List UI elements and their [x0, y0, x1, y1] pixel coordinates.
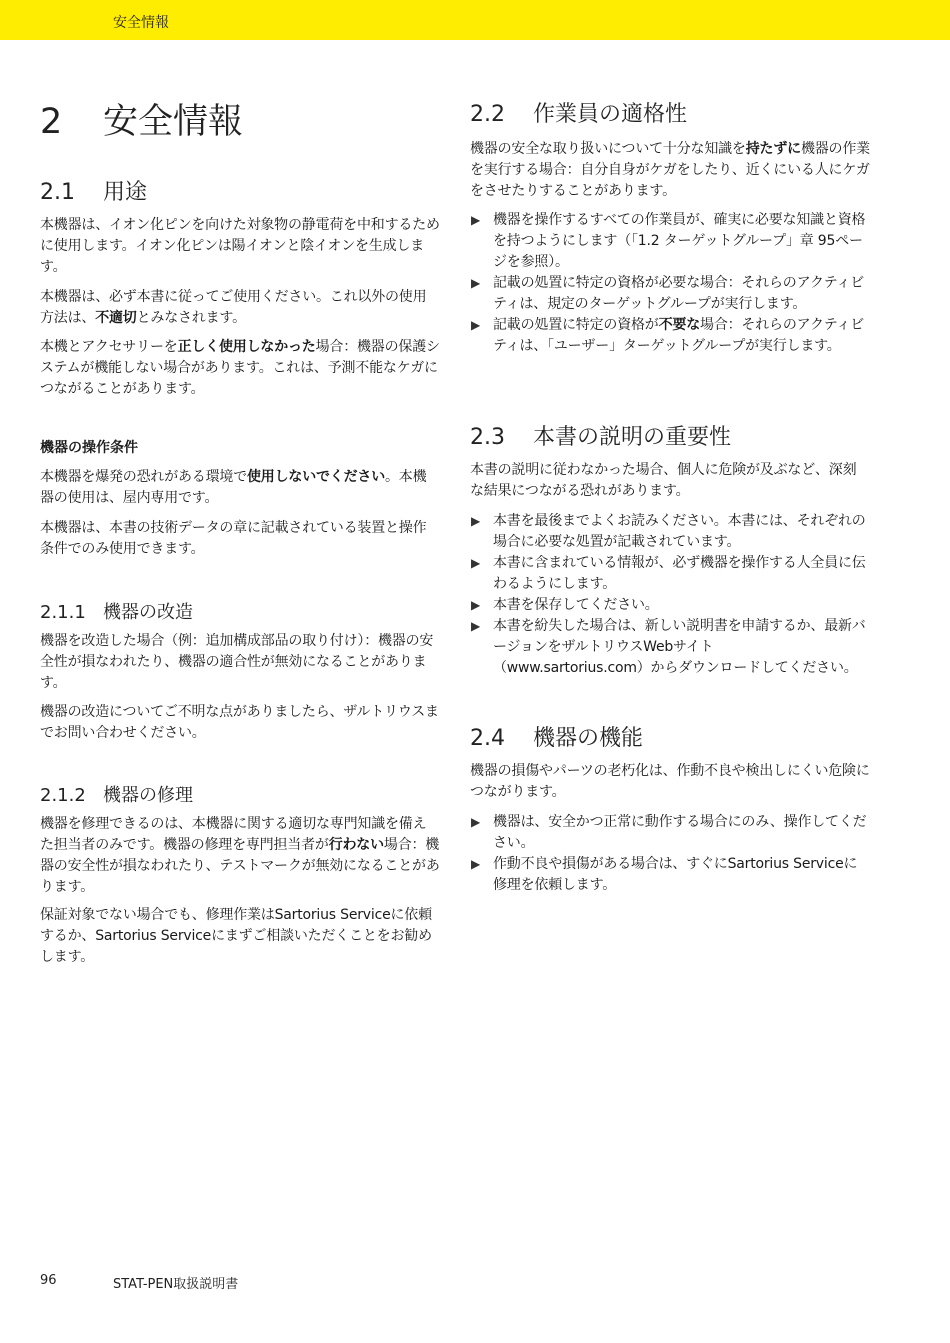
bullet-triangle-icon: ▶ [471, 598, 481, 612]
bullet-triangle-icon: ▶ [471, 857, 481, 871]
conditions-paragraph-2: 本機器は、本書の技術データの章に記載されている装置と操作条件でのみ使用できます。 [40, 520, 427, 557]
section-2-1-2-heading [40, 781, 440, 807]
section-title: 機器の機能 [533, 726, 644, 751]
section-title: 用途 [103, 180, 148, 205]
s211-paragraph-1: 機器を改造した場合（例：追加構成部品の取り付け）：機器の安全性が損なわれたり、機器の適合性が無効になることがあります。 [40, 633, 434, 691]
chapter-number: 2 [40, 102, 63, 142]
section-2-4-heading [470, 721, 870, 752]
section-2-2-heading [470, 97, 870, 128]
s22-paragraph-1: 機器の安全な取り扱いについて十分な知識を持たずに機器の作業を実行する場合：自分自身がケガをしたり、近くにいる人にケガをさせたりすることがあります。 [470, 141, 870, 199]
bullet-triangle-icon: ▶ [471, 514, 481, 528]
section-number: 2.1 [40, 180, 75, 205]
section-number: 2.1.2 [40, 785, 86, 806]
bullet-triangle-icon: ▶ [471, 318, 481, 332]
s212-paragraph-1: 機器を修理できるのは、本機器に関する適切な専門知識を備えた担当者のみです。機器の修理を専門担当者が行わない場合：機器の安全性が損なわれたり、テストマークが無効になることがあります。 [40, 816, 440, 895]
section-title: 機器の改造 [103, 602, 193, 623]
section-title: 本書の説明の重要性 [533, 425, 732, 450]
section-2-3-heading [470, 420, 870, 451]
conditions-paragraph-1: 本機器を爆発の恐れがある環境で使用しないでください。本機器の使用は、屋内専用です。 [40, 469, 427, 506]
header-section-label: 安全情報 [113, 15, 169, 31]
section-number: 2.1.1 [40, 602, 86, 623]
section-title: 機器の修理 [103, 785, 193, 806]
chapter-title: 安全情報 [103, 102, 244, 142]
list-item: ▶ 本書を最後までよくお読みください。本書には、それぞれの場合に必要な処置が記載されています。 [471, 513, 866, 550]
list-item: ▶ 本書を紛失した場合は、新しい説明書を申請するか、最新バージョンをザルトリウスWebサイト （www.sartorius.com）からダウンロードしてください。 [471, 618, 866, 676]
section-2-1-1-heading [40, 598, 440, 624]
s22-bullet-list [470, 210, 870, 357]
bullet-triangle-icon: ▶ [471, 556, 481, 570]
s24-paragraph-1: 機器の損傷やパーツの老朽化は、作動不良や検出しにくい危険につながります。 [470, 763, 870, 800]
section-number: 2.4 [470, 726, 505, 751]
list-item: ▶ 記載の処置に特定の資格が必要な場合：それらのアクティビティは、規定のターゲットグループが実行します。 [471, 275, 865, 312]
bullet-triangle-icon: ▶ [471, 619, 481, 633]
s211-paragraph-2: 機器の改造についてご不明な点がありましたら、ザルトリウスまでお問い合わせください。 [40, 704, 439, 741]
list-item: ▶ 機器は、安全かつ正常に動作する場合にのみ、操作してください。 [471, 814, 867, 851]
s212-paragraph-2: 保証対象でない場合でも、修理作業はSartorius Serviceに依頼するか、Sartorius Serviceにまずご相談いただくことをお勧めします。 [40, 907, 432, 965]
list-item: ▶ 作動不良や損傷がある場合は、すぐにSartorius Serviceに修理を依頼します。 [471, 856, 858, 893]
section-number: 2.3 [470, 425, 505, 450]
bullet-triangle-icon: ▶ [471, 276, 481, 290]
list-item: ▶ 本書を保存してください。 [470, 595, 870, 616]
bullet-triangle-icon: ▶ [471, 815, 481, 829]
header-bar [0, 0, 950, 40]
section-title: 作業員の適格性 [533, 102, 688, 127]
s24-bullet-list [470, 812, 870, 896]
s21-paragraph-2: 本機器は、必ず本書に従ってご使用ください。これ以外の使用方法は、不適切とみなされます。 [40, 289, 427, 326]
s21-paragraph-1: 本機器は、イオン化ピンを向けた対象物の静電荷を中和するために使用します。イオン化ピンは陽イオンと陰イオンを生成します。 [40, 217, 440, 275]
operating-conditions-label: 機器の操作条件 [40, 440, 138, 456]
s23-bullet-list [470, 511, 870, 679]
s23-paragraph-1: 本書の説明に従わなかった場合、個人に危険が及ぶなど、深刻な結果につながる恐れがあります。 [470, 462, 857, 499]
list-item: ▶ 本書に含まれている情報が、必ず機器を操作する人全員に伝わるようにします。 [471, 555, 866, 592]
s21-paragraph-3: 本機とアクセサリーを正しく使用しなかった場合：機器の保護システムが機能しない場合があります。これは、予測不能なケガにつながることがあります。 [40, 339, 440, 397]
list-item: ▶ 機器を操作するすべての作業員が、確実に必要な知識と資格を持つようにします（「1.2 ターゲットグループ」章 95ページを参照）。 [471, 212, 866, 270]
section-2-1-heading [40, 175, 440, 206]
bullet-triangle-icon: ▶ [471, 213, 481, 227]
chapter-heading [40, 94, 440, 144]
document-title: STAT-PEN取扱説明書 [113, 1277, 239, 1292]
page-number: 96 [40, 1273, 57, 1288]
list-item: ▶ 記載の処置に特定の資格が不要な場合：それらのアクティビティは、「ユーザー」ターゲットグループが実行します。 [471, 317, 865, 354]
section-number: 2.2 [470, 102, 505, 127]
